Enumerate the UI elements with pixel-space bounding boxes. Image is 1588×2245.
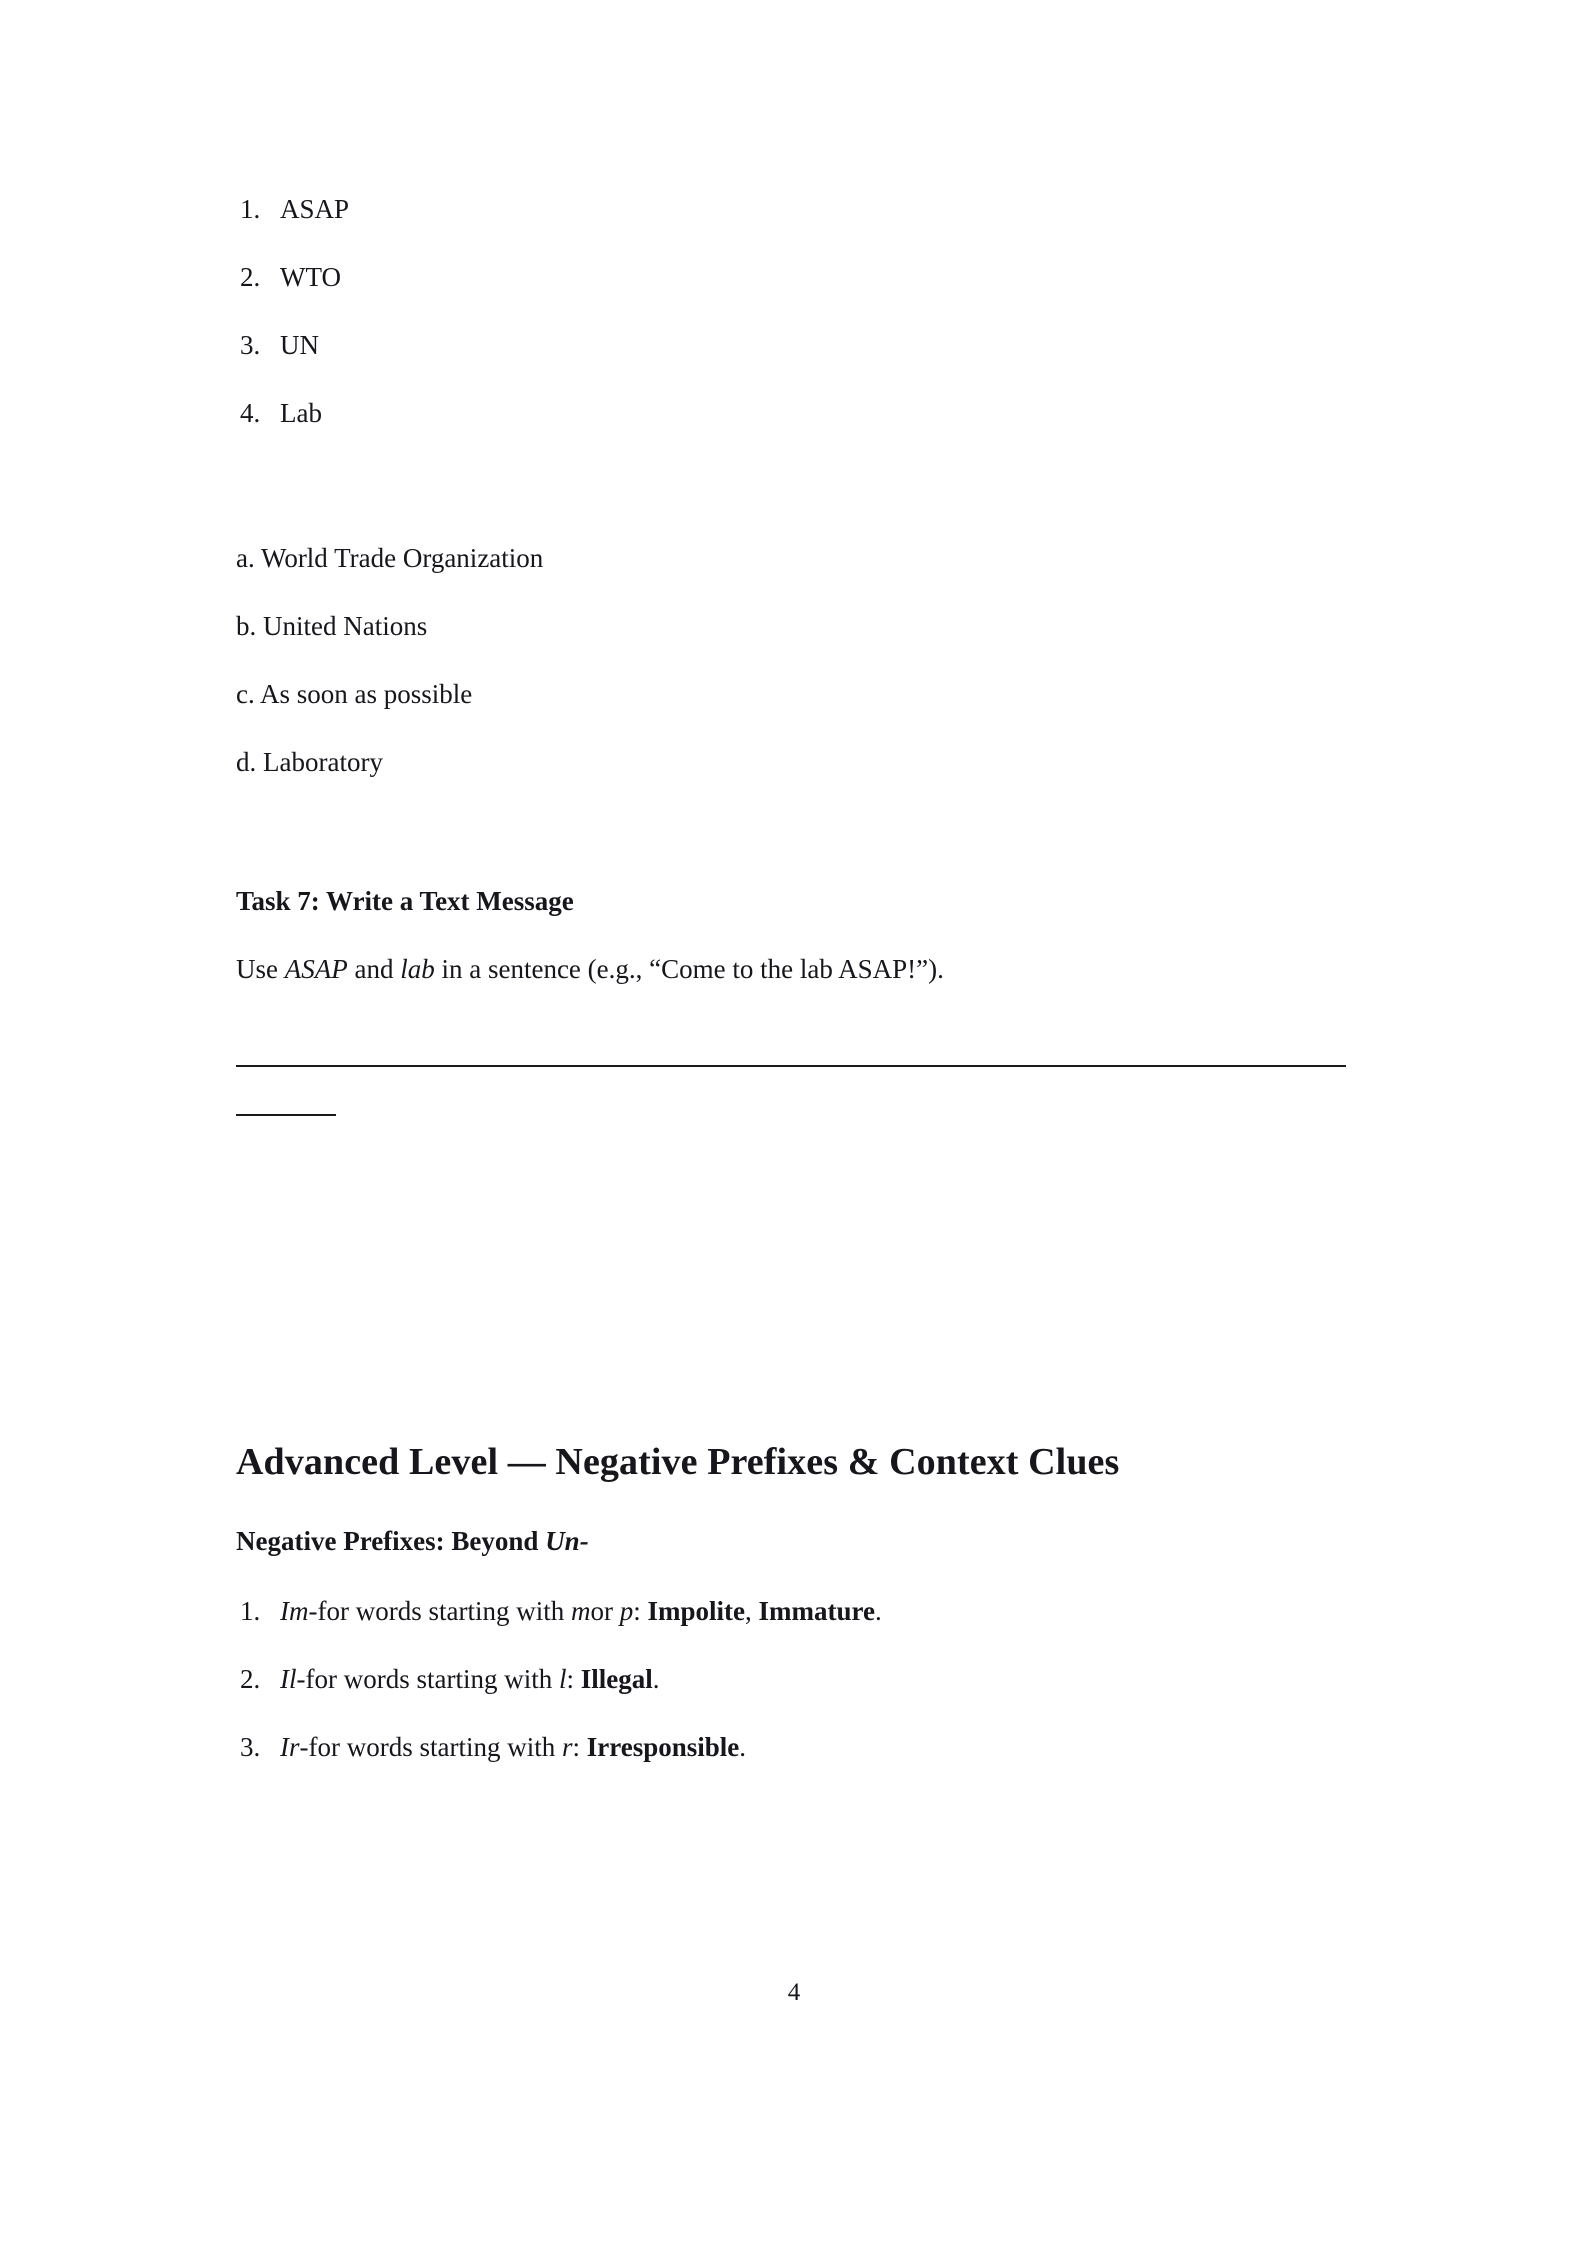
prefix-letter-two: p <box>619 1596 634 1626</box>
list-item <box>236 1666 1348 1693</box>
task-lead-text: Use <box>236 954 285 984</box>
prefix-example-two: Immature <box>758 1596 875 1626</box>
prefix-lead-text: -for words starting with <box>296 1664 559 1694</box>
list-marker: 4. <box>240 398 261 428</box>
list-marker: 3. <box>240 1732 261 1762</box>
prefix-rules-list <box>236 1598 1348 1761</box>
list-marker: 3. <box>240 330 261 360</box>
prefix-term: Ir <box>280 1732 300 1762</box>
list-item <box>236 196 1348 223</box>
prefix-colon: : <box>633 1596 648 1626</box>
prefix-separator: , <box>744 1596 759 1626</box>
list-marker: 1. <box>240 1596 261 1626</box>
subheading-block <box>236 1528 1348 1555</box>
task-middle-text: and <box>347 954 401 984</box>
abbreviation-list-block <box>236 196 1348 468</box>
task-block <box>236 888 1348 983</box>
prefix-end: . <box>874 1596 882 1626</box>
subheading-lead: Negative Prefixes: Beyond <box>236 1526 546 1556</box>
horizontal-rule <box>236 1114 336 1116</box>
list-item-text: WTO <box>280 262 341 292</box>
prefix-colon: : <box>566 1664 581 1694</box>
prefix-example-one: Illegal <box>580 1664 653 1694</box>
prefix-rules-block <box>236 1598 1348 1802</box>
prefix-end: . <box>652 1664 660 1694</box>
task-tail-text: in a sentence (e.g., “Come to the lab ASAP!”). <box>434 954 944 984</box>
task-body <box>236 956 1348 983</box>
definition-item: c. As soon as possible <box>236 679 473 709</box>
list-marker: 1. <box>240 194 261 224</box>
list-marker: 2. <box>240 262 261 292</box>
list-item-text: ASAP <box>280 194 350 224</box>
definition-item: d. Laboratory <box>236 747 383 777</box>
list-item <box>236 400 1348 427</box>
list-item <box>236 1598 1348 1625</box>
prefix-conjunction: or <box>590 1596 620 1626</box>
prefix-letter-one: r <box>561 1732 573 1762</box>
list-item <box>236 1734 1348 1761</box>
list-item <box>236 332 1348 359</box>
task-title: Task 7: Write a Text Message <box>236 886 574 916</box>
list-item-text: Lab <box>280 398 322 428</box>
subheading-emphasis: Un- <box>545 1526 589 1556</box>
task-term-lab: lab <box>400 954 435 984</box>
page-number: 4 <box>787 1979 801 2006</box>
task-term-asap: ASAP <box>284 954 348 984</box>
prefix-term: Il <box>280 1664 297 1694</box>
list-marker: 2. <box>240 1664 261 1694</box>
definition-item: b. United Nations <box>236 611 428 641</box>
horizontal-rule <box>236 1065 1346 1067</box>
prefix-colon: : <box>572 1732 587 1762</box>
prefix-letter-one: l <box>558 1664 567 1694</box>
prefix-letter-one: m <box>570 1596 591 1626</box>
section-heading-block <box>236 1443 1348 1481</box>
list-item <box>236 264 1348 291</box>
definition-list-block <box>236 545 1348 817</box>
answer-rule-short <box>236 1114 336 1116</box>
prefix-lead-text: -for words starting with <box>308 1596 571 1626</box>
abbreviation-list <box>236 196 1348 427</box>
prefix-example-one: Impolite <box>647 1596 745 1626</box>
prefix-end: . <box>739 1732 747 1762</box>
prefix-lead-text: -for words starting with <box>299 1732 562 1762</box>
prefix-term: Im <box>280 1596 309 1626</box>
list-item-text: UN <box>280 330 319 360</box>
subheading <box>236 1528 1348 1555</box>
definition-item: a. World Trade Organization <box>236 543 544 573</box>
answer-rule-long <box>236 1065 1346 1067</box>
prefix-example-one: Irresponsible <box>586 1732 740 1762</box>
page-title: Advanced Level — Negative Prefixes & Context Clues <box>236 1441 1120 1483</box>
